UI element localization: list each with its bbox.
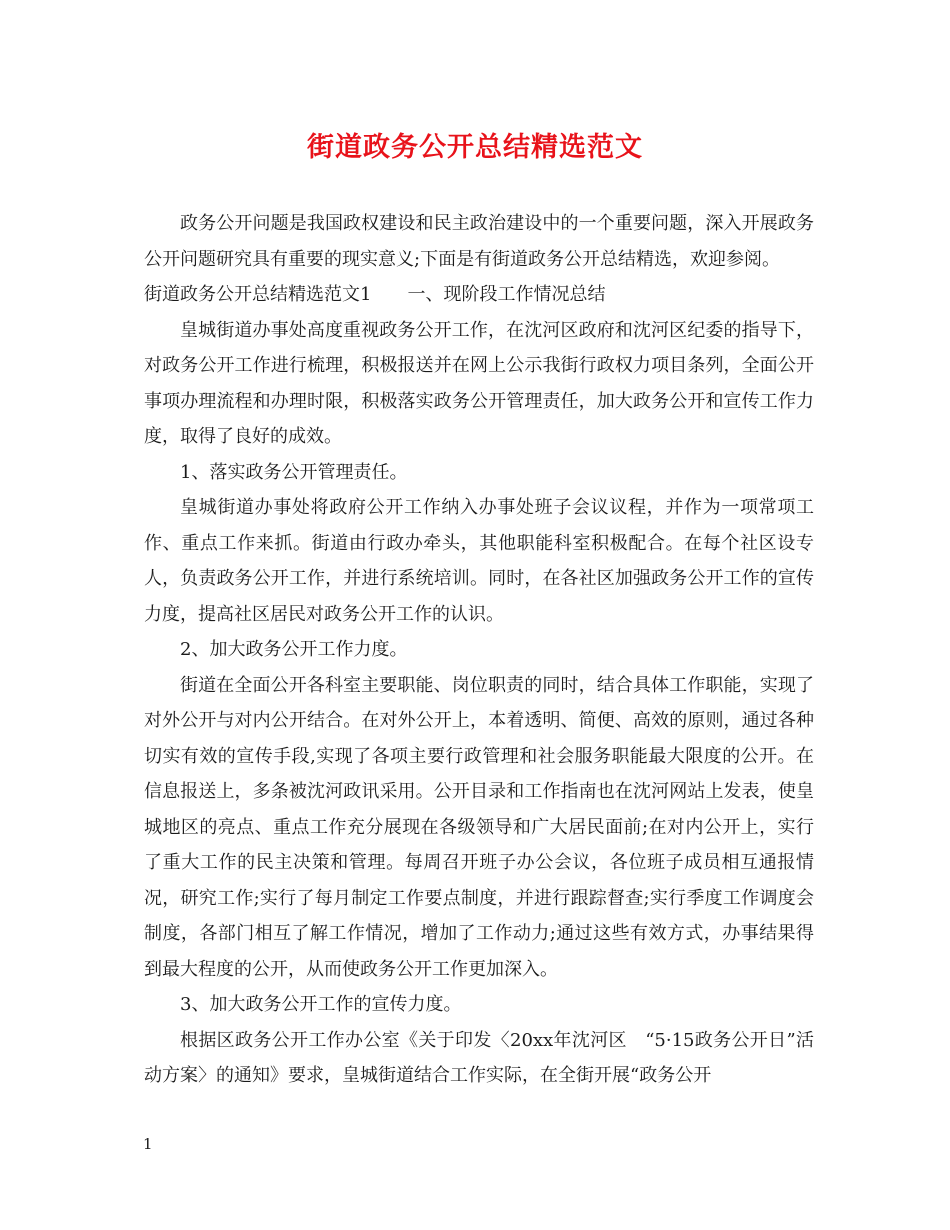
paragraph-effort: 街道在全面公开各科室主要职能、岗位职责的同时，结合具体工作职能，实现了对外公开与对内公开结合。在对外公开上，本着透明、简便、高效的原则，通过各种切实有效的宣传手段,实现了各项主要行政管理和社会服务职能最大限度的公开。在信息报送上，多条被沈河政讯采用。公开目录和工作指南也在沈河网站上发表，使皇城地区的亮点、重点工作充分展现在各级领导和广大居民面前;在对内公开上，实行了重大工作的民主决策和管理。每周召开班子办公会议，各位班子成员相互通报情况，研究工作;实行了每月制定工作要点制度，并进行跟踪督查;实行季度工作调度会制度，各部门相互了解工作情况，增加了工作动力;通过这些有效方式，办事结果得到最大程度的公开，从而使政务公开工作更加深入。 xyxy=(144,674,814,980)
paragraph-overview: 皇城街道办事处高度重视政务公开工作，在沈河区政府和沈河区纪委的指导下，对政务公开工作进行梳理，积极报送并在网上公示我街行政权力项目条列，全面公开事项办理流程和办理时限，积极落实政务公开管理责任，加大政务公开和宣传工作力度，取得了良好的成效。 xyxy=(144,319,814,447)
paragraph-heading-2: 2、加大政务公开工作力度。 xyxy=(180,639,408,660)
document-title: 街道政务公开总结精选范文 xyxy=(307,132,643,163)
page-number: 1 xyxy=(143,1135,153,1153)
document-body xyxy=(144,206,814,1094)
paragraph-publicity: 根据区政务公开工作办公室《关于印发〈20xx年沈河区 “5·15政务公开日”活动方案〉的通知》要求，皇城街道结合工作实际，在全街开展“政务公开 xyxy=(144,1029,814,1086)
paragraph-section-heading: 街道政务公开总结精选范文1 一、现阶段工作情况总结 xyxy=(144,284,606,305)
paragraph-heading-1: 1、落实政务公开管理责任。 xyxy=(180,461,408,483)
paragraph-intro: 政务公开问题是我国政权建设和民主政治建设中的一个重要问题，深入开展政务公开问题研究具有重要的现实意义;下面是有街道政务公开总结精选，欢迎参阅。 xyxy=(144,213,814,270)
paragraph-heading-3: 3、加大政务公开工作的宣传力度。 xyxy=(180,994,462,1015)
paragraph-responsibility: 皇城街道办事处将政府公开工作纳入办事处班子会议议程，并作为一项常项工作、重点工作来抓。街道由行政办牵头，其他职能科室积极配合。在每个社区设专人，负责政务公开工作，并进行系统培训。同时，在各社区加强政务公开工作的宣传力度，提高社区居民对政务公开工作的认识。 xyxy=(144,497,814,625)
